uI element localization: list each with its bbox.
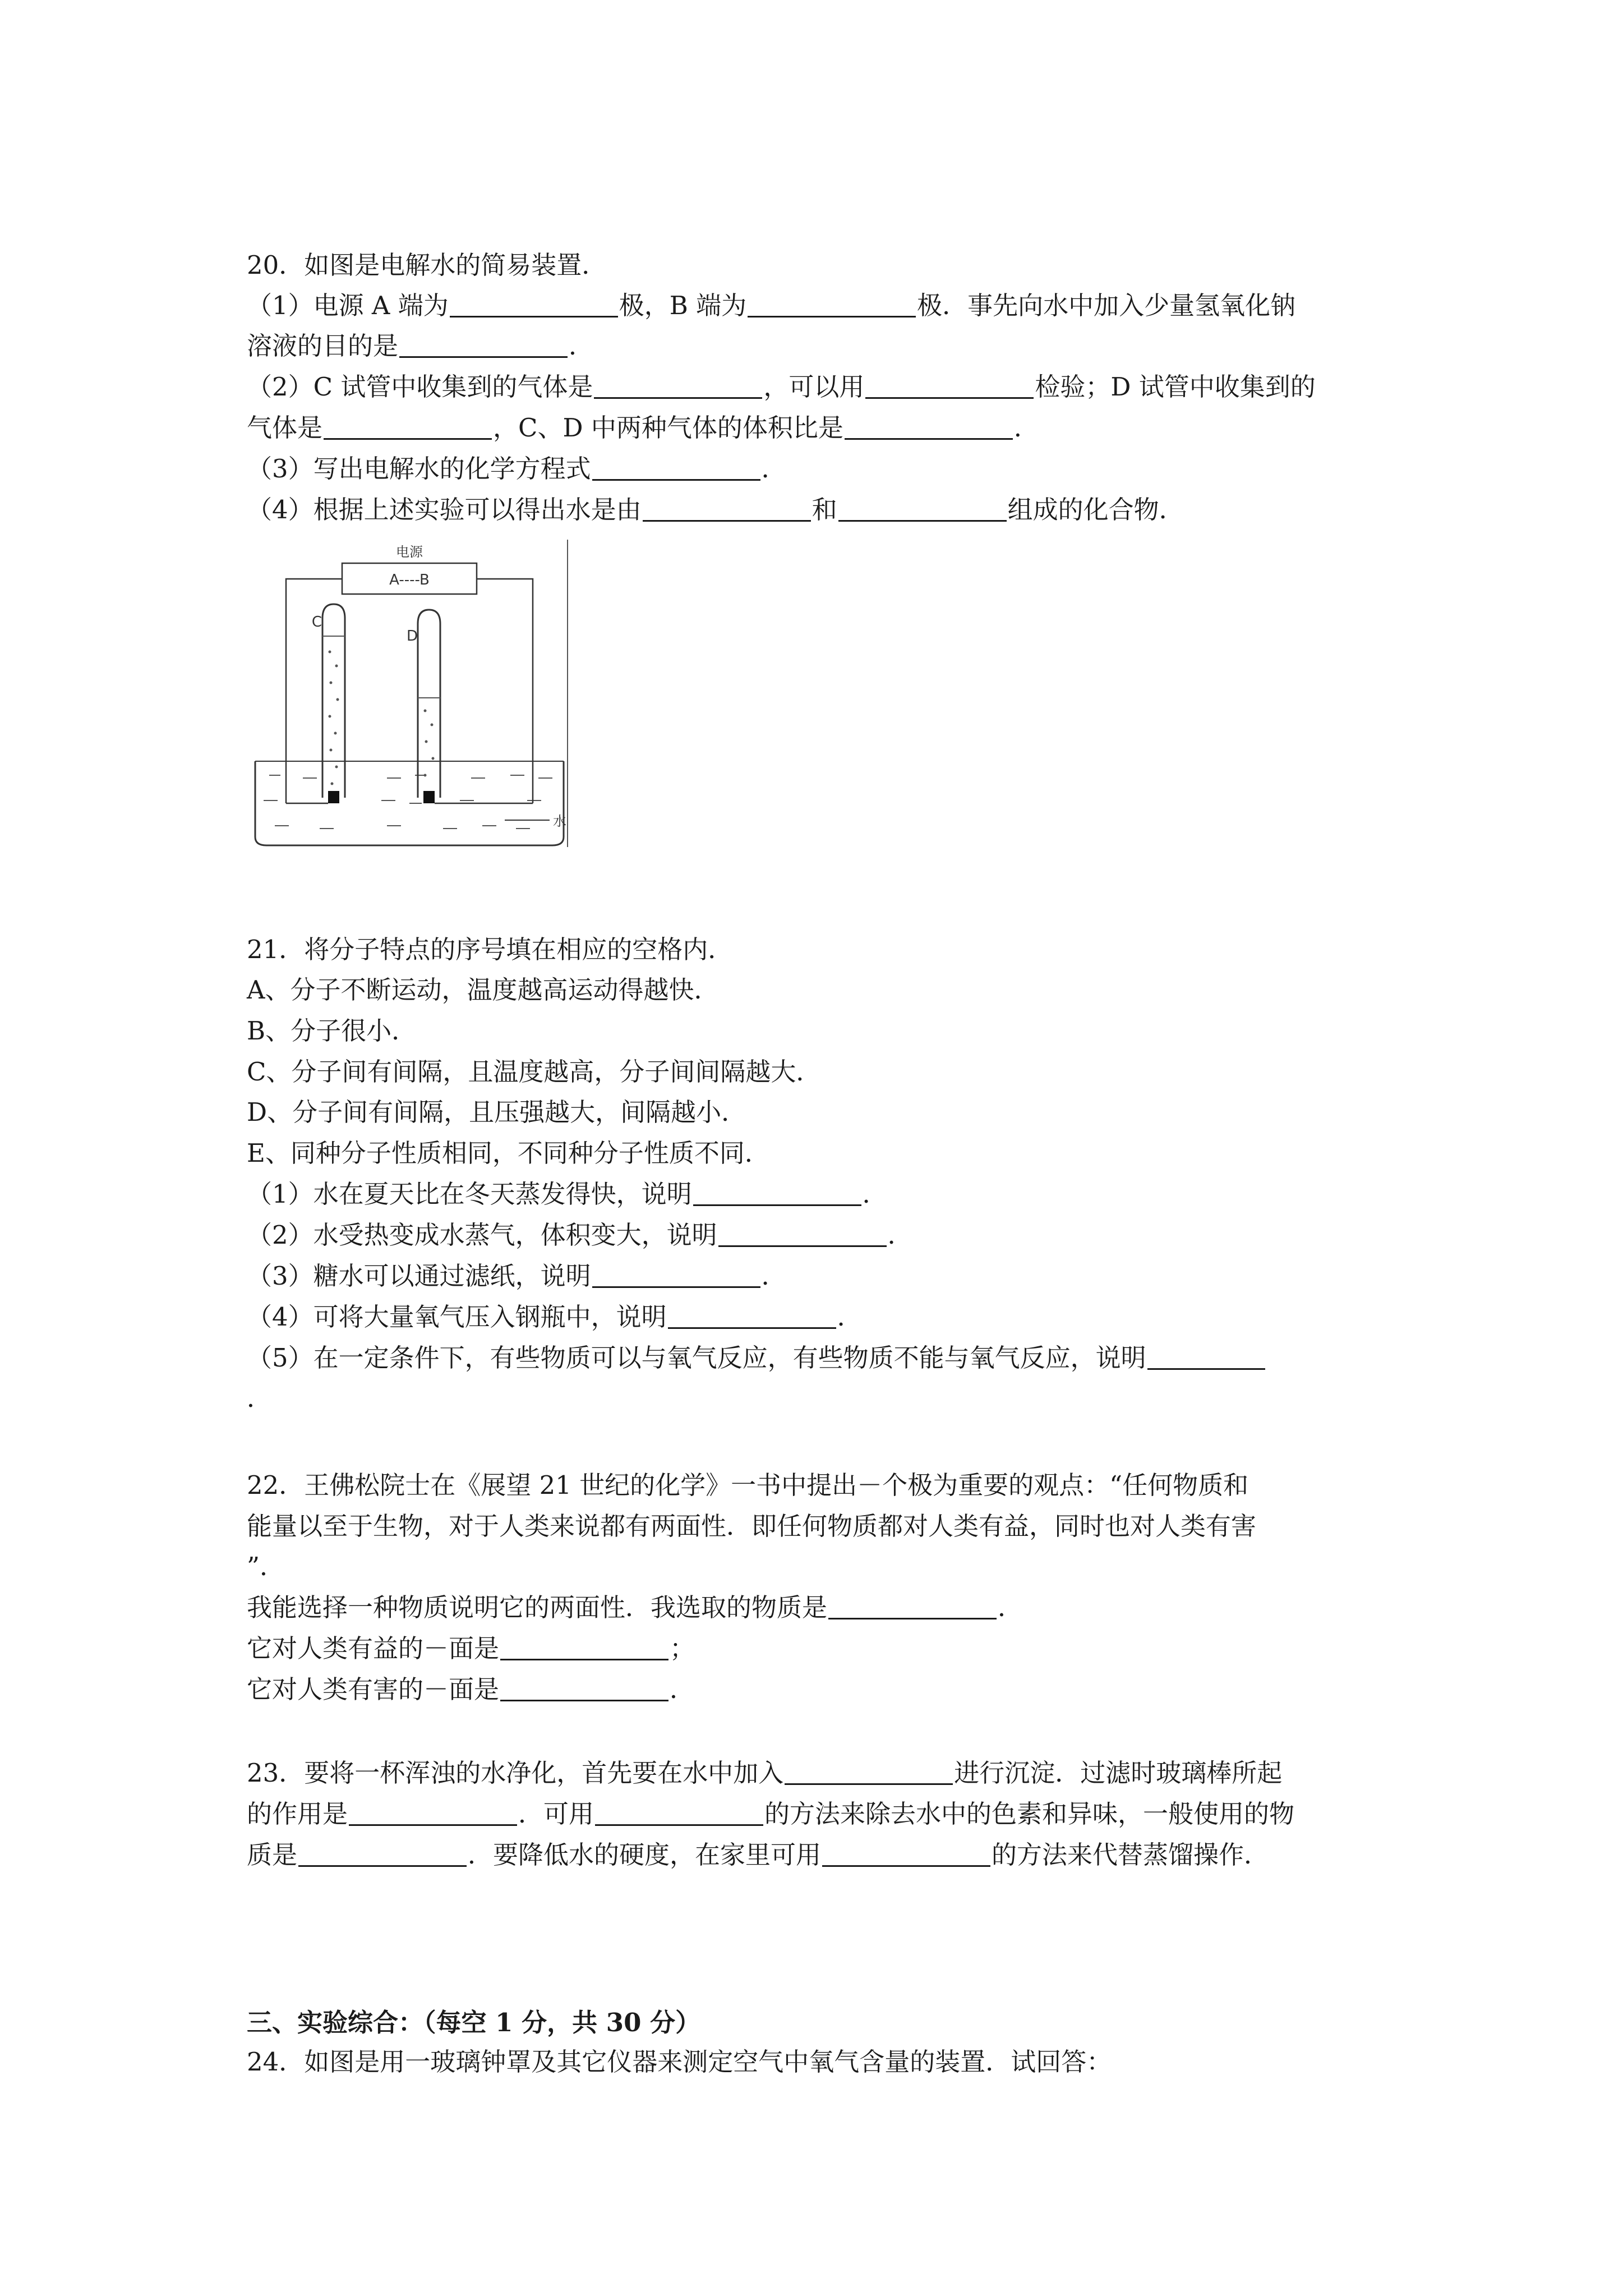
blank-naoh-purpose[interactable] (399, 334, 568, 358)
q21-sub4: （4）可将大量氧气压入钢瓶中，说明 ． (247, 1302, 863, 1332)
blank-pole-b[interactable] (748, 293, 916, 318)
wire-left (286, 579, 342, 770)
q22-line2: 能量以至于生物，对于人类来说都有两面性．即任何物质都对人类有益，同时也对人类有害 (247, 1511, 1257, 1541)
q20-part4: （4）根据上述实验可以得出水是由 和 组成的化合物． (247, 495, 1184, 524)
q20-part2-line2: 气体是 ，C、D 中两种气体的体积比是 ． (247, 413, 1039, 443)
tube-c-label: C (311, 614, 322, 631)
q21-sub1: （1）水在夏天比在冬天蒸发得快，说明 ． (247, 1179, 888, 1209)
q21-title: 21．将分子特点的序号填在相应的空格内． (247, 935, 734, 964)
q21-option-a: A、分子不断运动，温度越高运动得越快． (247, 975, 720, 1005)
q20-title: 20．如图是电解水的简易装置． (247, 250, 607, 280)
blank-21-3[interactable] (592, 1264, 760, 1288)
blank-gas-c[interactable] (594, 375, 762, 399)
q21-option-e: E、同种分子性质相同，不同种分子性质不同． (247, 1138, 770, 1168)
blank-equation[interactable] (592, 457, 760, 481)
water-label: 水 (553, 813, 566, 829)
q23-line3: 质是 ．要降低水的硬度，在家里可用 的方法来代替蒸馏操作． (247, 1840, 1270, 1870)
q21-sub5-period: ． (247, 1383, 273, 1413)
test-tube-c (322, 604, 345, 798)
blank-21-2[interactable] (718, 1223, 887, 1247)
electrode-c (328, 791, 339, 803)
q23-line2: 的作用是 ．可用 的方法来除去水中的色素和异味，一般使用的物 (247, 1799, 1295, 1829)
tube-c-bubbles (329, 651, 339, 785)
q20-part1-line2: 溶液的目的是 ． (247, 331, 594, 361)
q22-line3: ”． (247, 1552, 285, 1581)
q20-part1-line1: （1）电源 A 端为 极，B 端为 极．事先向水中加入少量氢氧化钠 (247, 291, 1296, 320)
q22-line6: 它对人类有害的－面是 ． (247, 1674, 695, 1704)
q20-part3: （3）写出电解水的化学方程式 ． (247, 454, 787, 484)
blank-anode-a[interactable] (450, 293, 618, 318)
blank-test-method[interactable] (865, 375, 1034, 399)
q21-sub2: （2）水受热变成水蒸气，体积变大，说明 ． (247, 1220, 913, 1250)
blank-23-substance[interactable] (298, 1843, 467, 1867)
q24-title: 24．如图是用一玻璃钟罩及其它仪器来测定空气中氧气含量的装置．试回答： (247, 2047, 1112, 2077)
q20-part2-line1: （2）C 试管中收集到的气体是 ，可以用 检验；D 试管中收集到的 (247, 372, 1316, 402)
blank-23-softening[interactable] (822, 1843, 990, 1867)
q21-option-b: B、分子很小． (247, 1016, 417, 1046)
tube-d-bubbles (424, 710, 435, 777)
blank-21-1[interactable] (693, 1182, 861, 1206)
electrolysis-apparatus-figure (247, 540, 569, 848)
power-supply-label: 电源 (396, 544, 423, 560)
q22-line4: 我能选择一种物质说明它的两面性．我选取的物质是 ． (247, 1593, 1023, 1622)
q23-line1: 23．要将一杯浑浊的水净化，首先要在水中加入 进行沉淀．过滤时玻璃棒所起 (247, 1758, 1283, 1788)
blank-21-4[interactable] (668, 1305, 836, 1329)
ab-terminals-label: A----B (389, 572, 430, 588)
blank-gas-d[interactable] (324, 416, 492, 440)
blank-volume-ratio[interactable] (845, 416, 1013, 440)
q22-line5: 它对人类有益的－面是 ； (247, 1634, 695, 1663)
blank-23-method[interactable] (595, 1802, 763, 1826)
blank-22-substance[interactable] (828, 1595, 997, 1619)
blank-element-2[interactable] (838, 498, 1007, 522)
section3-heading: 三、实验综合：（每空 1 分，共 30 分） (247, 2008, 701, 2037)
blank-element-1[interactable] (643, 498, 811, 522)
blank-23-coagulant[interactable] (785, 1761, 953, 1785)
q21-option-c: C、分子间有间隔，且温度越高，分子间间隔越大． (247, 1057, 822, 1087)
blank-22-benefit[interactable] (500, 1636, 668, 1660)
wire-right (477, 579, 533, 770)
q22-line1: 22．王佛松院士在《展望 21 世纪的化学》一书中提出－个极为重要的观点：“任何物质和 (247, 1470, 1249, 1500)
test-tube-d (418, 610, 440, 798)
q21-sub3: （3）糖水可以通过滤纸，说明 ． (247, 1261, 787, 1291)
tube-d-label: D (406, 628, 418, 645)
blank-23-rod-role[interactable] (349, 1802, 517, 1826)
blank-22-harm[interactable] (500, 1677, 668, 1701)
q21-option-d: D、分子间有间隔，且压强越大，间隔越小． (247, 1097, 747, 1127)
blank-21-5[interactable] (1147, 1346, 1265, 1370)
electrode-d (423, 791, 435, 803)
q21-sub5: （5）在一定条件下，有些物质可以与氧气反应，有些物质不能与氧气反应，说明 (247, 1345, 1266, 1370)
